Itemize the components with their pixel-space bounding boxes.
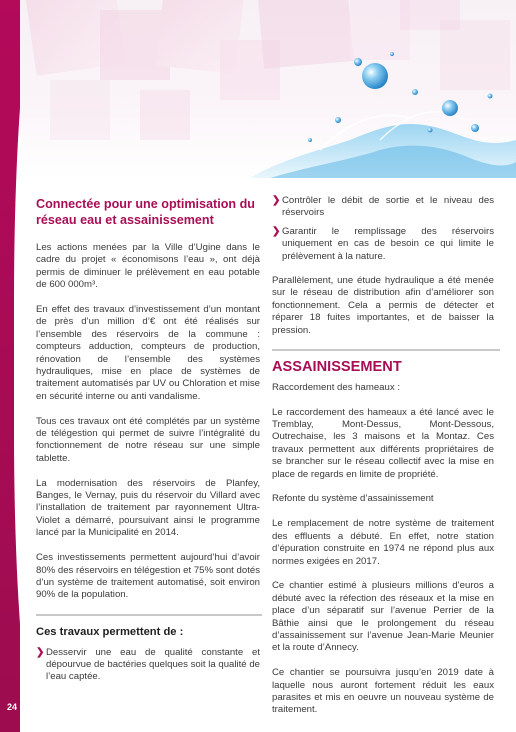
chevron-right-icon: ❯	[272, 195, 281, 206]
left-paragraph-4: La modernisation des réservoirs de Planfey, Banges, le Vernay, puis du réservoir du Villard avec l’installation de traitement par rayonnement Ultra-Violet a démarré, poursuivant ainsi le programme lancé par la Municipalité en 2014.	[36, 477, 260, 539]
divider-rule	[36, 614, 262, 616]
left-paragraph-3: Tous ces travaux ont été complétés par un système de télégestion qui permet de suivre l’intégralité du fonctionnement de notre réseau sur une simple tablette.	[36, 415, 260, 464]
bullet-item	[272, 226, 494, 263]
bullet-item	[36, 647, 260, 684]
bullet-text: Garantir le remplissage des réservoirs uniquement en cas de besoin ce qui limite le prélèvement à la nature.	[282, 225, 494, 262]
left-paragraph-5: Ces investissements permettent aujourd’hui d’avoir 80% des réservoirs en télégestion et 75% sont dotés d’un système de traitement automatisé, soit environ 90% de la population.	[36, 552, 260, 601]
subheading-hamlets: Raccordement des hameaux :	[272, 381, 400, 393]
right-paragraph-4: Ce chantier estimé à plusieurs millions d’euros a débuté avec la réfection des réseaux et la mise en place d’un séparatif sur l’avenue Perrier de la Bâthie ainsi que le prolongement du réseau d’assainissement sur l’avenue Jean-Marie Meunier et la route d’Annecy.	[272, 580, 494, 654]
bullet-item	[272, 195, 494, 220]
right-paragraph-5: Ce chantier se poursuivra jusqu’en 2019 date à laquelle nous auront fortement réduit les eaux parasites et mis en oeuvre un nouveau système de traitement.	[272, 667, 494, 716]
works-subheading: Ces travaux permettent de :	[36, 626, 184, 639]
section-title: ASSAINISSEMENT	[272, 359, 402, 376]
hero-graphic	[20, 0, 516, 178]
bullet-text: Contrôler le débit de sortie et le niveau des réservoirs	[282, 195, 494, 219]
chevron-right-icon: ❯	[36, 646, 45, 658]
bullet-text: Desservir une eau de qualité constante et dépourvue de bactéries quelques soit la qualité de l’eau captée.	[46, 646, 260, 683]
left-paragraph-1: Les actions menées par la Ville d’Ugine dans le cadre du projet « économisons l’eau », ont déjà permis de diminuer le prélèvement en eau potable de 600 000m³.	[36, 242, 260, 291]
right-paragraph-2: Le raccordement des hameaux a été lancé avec le Tremblay, Mont-Dessus, Mont-Dessous, Outrechaise, les 3 maisons et la Montaz. Ces travaux permettent aux différents propriétaires de se brancher sur le réseau collectif avec la mise en place de regards en limite de propriété.	[272, 406, 494, 480]
left-paragraph-2: En effet des travaux d’investissement d’un montant de près d’un million d’€ ont été réalisés sur l’ensemble des réservoirs de la commune : compteurs adduction, compteurs de production, rénovation de l’ensemble des systèmes hydrauliques, mise en place de systèmes de traitement automatisés par UV ou Chloration et mise en sécurité interne ou anti vandalisme.	[36, 304, 260, 402]
chevron-right-icon: ❯	[272, 225, 281, 237]
large-water-drop	[362, 63, 388, 89]
water-splash-illustration	[20, 0, 516, 178]
pink-squares	[24, 0, 510, 140]
divider-rule	[272, 349, 500, 351]
subheading-system: Refonte du système d’assainissement	[272, 493, 434, 505]
page-number: 24	[6, 702, 17, 712]
right-paragraph-1: Parallèlement, une étude hydraulique a été menée sur le réseau de distribution afin d’améliorer son fonctionnement. Cela a permis de détecter et réparer 18 fuites importantes, et de baisser la pression.	[272, 275, 494, 336]
right-paragraph-3: Le remplacement de notre système de traitement des effluents a débuté. En effet, notre station d’épuration construite en 1974 ne répond plus aux normes exigées en 2017.	[272, 518, 494, 567]
right-column	[272, 195, 494, 729]
left-column	[36, 196, 260, 690]
left-heading: Connectée pour une optimisation du réseau eau et assainissement	[36, 197, 255, 227]
